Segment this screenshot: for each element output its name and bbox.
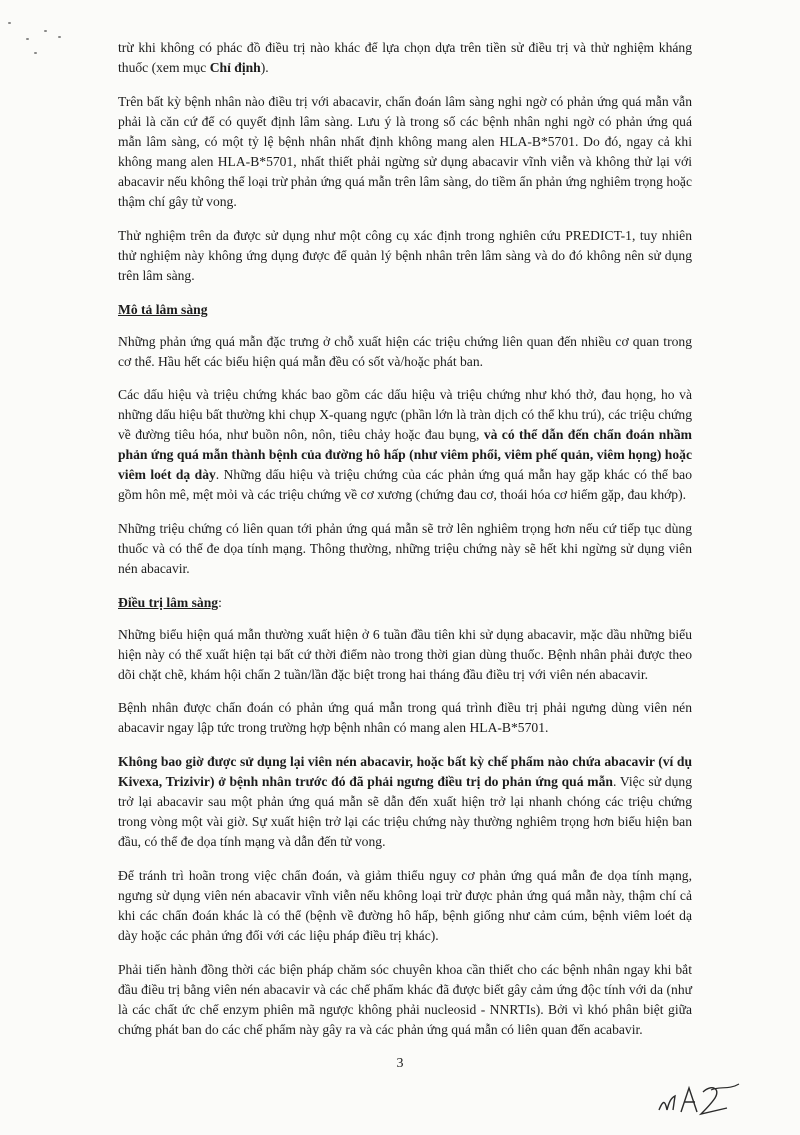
scan-speck: [26, 38, 29, 40]
bold-reference: Chỉ định: [209, 60, 261, 75]
paragraph-11: Phải tiến hành đồng thời các biện pháp chăm sóc chuyên khoa cần thiết cho các bệnh nhân ngay khi bắt đầu điều trị bằng viên nén abacavir và các chế phẩm khác đã được biết gây cảm ứng độc tính với da (như là các chất ức chế enzym phiên mã ngược không phải nucleosid - NNRTIs). Bởi vì khó phân biệt giữa chứng phát ban do các chế phẩm này gây ra và các phản ứng quá mẫn có liên quan đến acabavir.: [118, 962, 692, 1037]
paragraph-9: [118, 752, 692, 852]
page-number: 3: [396, 1056, 404, 1071]
heading-text: Điều trị lâm sàng: [118, 595, 219, 610]
bold-warning: Không bao giờ được sử dụng lại viên nén abacavir, hoặc bất kỳ chế phẩm nào chứa abacavir (ví dụ Kivexa, Trizivir) ở bệnh nhân trước đó đã phải ngưng điều trị do phản ứng quá mẫn: [118, 754, 692, 789]
paragraph-text: Các dấu hiệu và triệu chứng khác bao gồm các dấu hiệu và triệu chứng như khó thở, đau họng, ho và những dấu hiệu bất thường khi chụp X-quang ngực (phần lớn là tràn dịch có thể khu trú), các triệu chứng về đường tiêu hóa, như buồn nôn, nôn, tiêu chảy hoặc đau bụng,: [118, 387, 692, 442]
paragraph-10: Để tránh trì hoãn trong việc chẩn đoán, và giảm thiểu nguy cơ phản ứng quá mẫn đe dọa tính mạng, ngưng sử dụng viên nén abacavir vĩnh viễn nếu không loại trừ được phản ứng quá mẫn này, thậm chí cả khi các chẩn đoán khác là có thể (bệnh về đường hô hấp, bệnh giống như cảm cúm, bệnh viêm loét dạ dày hoặc các phản ứng đối với các liệu pháp điều trị khác).: [118, 868, 692, 943]
scan-speck: [34, 52, 37, 54]
paragraph-3: Thử nghiệm trên da được sử dụng như một công cụ xác định trong nghiên cứu PREDICT-1, tuy nhiên thử nghiệm này không ứng dụng được để quản lý bệnh nhân trên lâm sàng và do đó không nên sử dụng trên lâm sàng.: [118, 228, 692, 283]
paragraph-text: ).: [260, 60, 269, 75]
paragraph-2: Trên bất kỳ bệnh nhân nào điều trị với abacavir, chẩn đoán lâm sàng nghi ngờ có phản ứng quá mẫn vẫn phải là căn cứ để có quyết định lâm sàng. Lưu ý là trong số các bệnh nhân nghi ngờ có phản ứng quá mẫn lâm sàng, có một tỷ lệ bệnh nhân nhất định không mang alen HLA-B*5701. Do đó, ngay cả khi không mang alen HLA-B*5701, nhất thiết phải ngừng sử dụng abacavir vĩnh viễn và không thử lại với abacavir nếu không thể loại trừ phản ứng quá mẫn trên lâm sàng, do tiềm ẩn phản ứng nghiêm trọng hoặc thậm chí gây tử vong.: [118, 94, 692, 209]
paragraph-6: Những triệu chứng có liên quan tới phản ứng quá mẫn sẽ trở lên nghiêm trọng hơn nếu cứ tiếp tục dùng thuốc và có thể đe dọa tính mạng. Thông thường, những triệu chứng này sẽ hết khi ngừng sử dụng viên nén abacavir.: [118, 521, 692, 576]
scan-speck: [8, 22, 11, 24]
paragraph-text: trừ khi không có phác đồ điều trị nào khác để lựa chọn dựa trên tiền sử điều trị và thử nghiệm kháng thuốc (xem mục: [118, 40, 692, 75]
paragraph-text: . Những dấu hiệu và triệu chứng của các phản ứng quá mẫn hay gặp khác có thể bao gồm hôn mê, mệt mỏi và các triệu chứng về cơ xương (chứng đau cơ, thoái hóa cơ hiếm gặp, đau khớp).: [118, 467, 692, 502]
handwritten-initials-signature: [655, 1080, 745, 1120]
paragraph-7: Những biểu hiện quá mẫn thường xuất hiện ở 6 tuần đầu tiên khi sử dụng abacavir, mặc dầu những biểu hiện này có thể xuất hiện tại bất cứ thời điểm nào trong thời gian dùng thuốc. Bệnh nhân phải được theo dõi chặt chẽ, khám hội chẩn 2 tuần/lần đặc biệt trong hai tháng đầu điều trị với viên nén abacavir.: [118, 627, 692, 682]
paragraph-text: . Việc sử dụng trở lại abacavir sau một phản ứng quá mẫn sẽ dẫn đến xuất hiện trở lại nhanh chóng các triệu chứng trong vòng một vài giờ. Sự xuất hiện trở lại các triệu chứng này thường nghiêm trọng hơn biểu hiện ban đầu, có thể đe dọa tính mạng và dẫn đến tử vong.: [118, 774, 692, 849]
paragraph-1: [118, 38, 692, 78]
section-heading-clinical-description: Mô tả lâm sàng: [118, 302, 208, 317]
scan-speck: [58, 36, 61, 38]
paragraph-4: Những phản ứng quá mẫn đặc trưng ở chỗ xuất hiện các triệu chứng liên quan đến nhiều cơ quan trong cơ thể. Hầu hết các biểu hiện quá mẫn đều có sốt và/hoặc phát ban.: [118, 334, 692, 369]
bold-emphasis: và có thể dẫn đến chẩn đoán nhầm phản ứng quá mẫn thành bệnh của đường hô hấp (như viêm phổi, viêm phế quản, viêm họng) hoặc viêm loét dạ dày: [118, 427, 693, 482]
paragraph-5: [118, 385, 692, 505]
document-body: [118, 38, 692, 1054]
heading-colon: :: [218, 595, 222, 610]
paragraph-8: Bệnh nhân được chẩn đoán có phản ứng quá mẫn trong quá trình điều trị phải ngưng dùng viên nén abacavir ngay lập tức trong trường hợp bệnh nhân có mang alen HLA-B*5701.: [118, 700, 692, 735]
section-heading-clinical-treatment: [118, 593, 692, 613]
scan-speck: [44, 30, 47, 32]
